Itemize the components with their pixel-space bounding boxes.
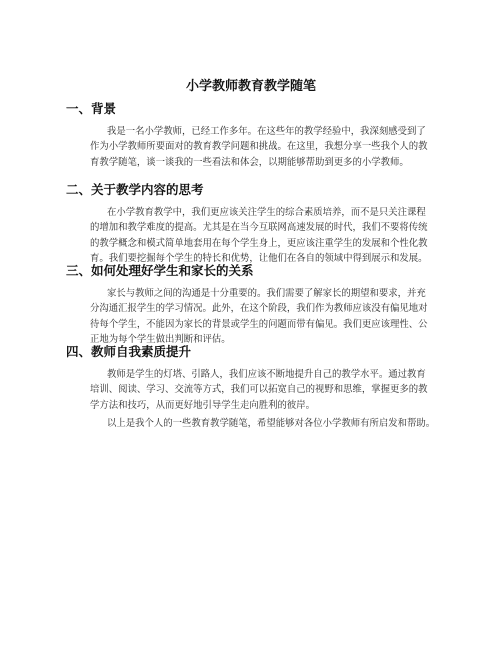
- paragraph-line: 正地为每个学生做出判断和评估。: [90, 333, 231, 345]
- closing-paragraph: 以上是我个人的一些教育教学随笔，希望能够对各位小学教师有所启发和帮助。: [107, 418, 436, 429]
- section-heading-teaching-content: 二、关于教学内容的思考: [66, 182, 204, 197]
- paragraph-line: 的增加和教学难度的提高。尤其是在当今互联网高速发展的时代，我们不要将传统: [90, 222, 428, 234]
- paragraph-line: 教师是学生的灯塔、引路人，我们应该不断地提升自己的教学水平。通过教育: [107, 369, 426, 380]
- section-heading-background: 一、背景: [66, 101, 117, 116]
- section-paragraph-parent-relations: [90, 286, 428, 347]
- paragraph-line: 作为小学教师所要面对的教育教学问题和挑战。在这里，我想分享一些我个人的教: [90, 141, 428, 153]
- section-heading-self-improvement: 四、教师自我素质提升: [66, 344, 192, 359]
- section-heading-parent-relations: 三、如何处理好学生和家长的关系: [66, 263, 254, 278]
- paragraph-line: 我是一名小学教师，已经工作多年。在这些年的教学经验中，我深刻感受到了: [107, 126, 426, 137]
- paragraph-line: 培训、阅读、学习、交流等方式，我们可以拓宽自己的视野和思维，掌握更多的教: [90, 384, 428, 396]
- section-paragraph-self-improvement: [90, 367, 428, 413]
- paragraph-line: 家长与教师之间的沟通是十分重要的。我们需要了解家长的期望和要求，并充: [107, 288, 426, 299]
- paragraph-line: 育教学随笔，谈一谈我的一些看法和体会，以期能够帮助到更多的小学教师。: [90, 156, 409, 168]
- paragraph-line: 育。我们要挖掘每个学生的特长和优势，让他们在各自的领域中得到展示和发展。: [90, 252, 428, 264]
- paragraph-line: 在小学教育教学中，我们更应该关注学生的综合素质培养，而不是只关注课程: [107, 207, 426, 218]
- paragraph-line: 的教学概念和模式简单地套用在每个学生身上，更应该注重学生的发展和个性化教: [90, 237, 428, 249]
- section-paragraph-background: [90, 124, 428, 170]
- paragraph-line: 学方法和技巧，从而更好地引导学生走向胜利的彼岸。: [90, 399, 316, 411]
- paragraph-line: 分沟通汇报学生的学习情况。此外，在这个阶段，我们作为教师应该没有偏见地对: [90, 303, 428, 315]
- section-paragraph-teaching-content: [90, 205, 428, 266]
- document-title: 小学教师教育教学随笔: [185, 79, 316, 94]
- paragraph-line: 待每个学生，不能因为家长的背景或学生的问题而带有偏见。我们更应该理性、公: [90, 318, 428, 330]
